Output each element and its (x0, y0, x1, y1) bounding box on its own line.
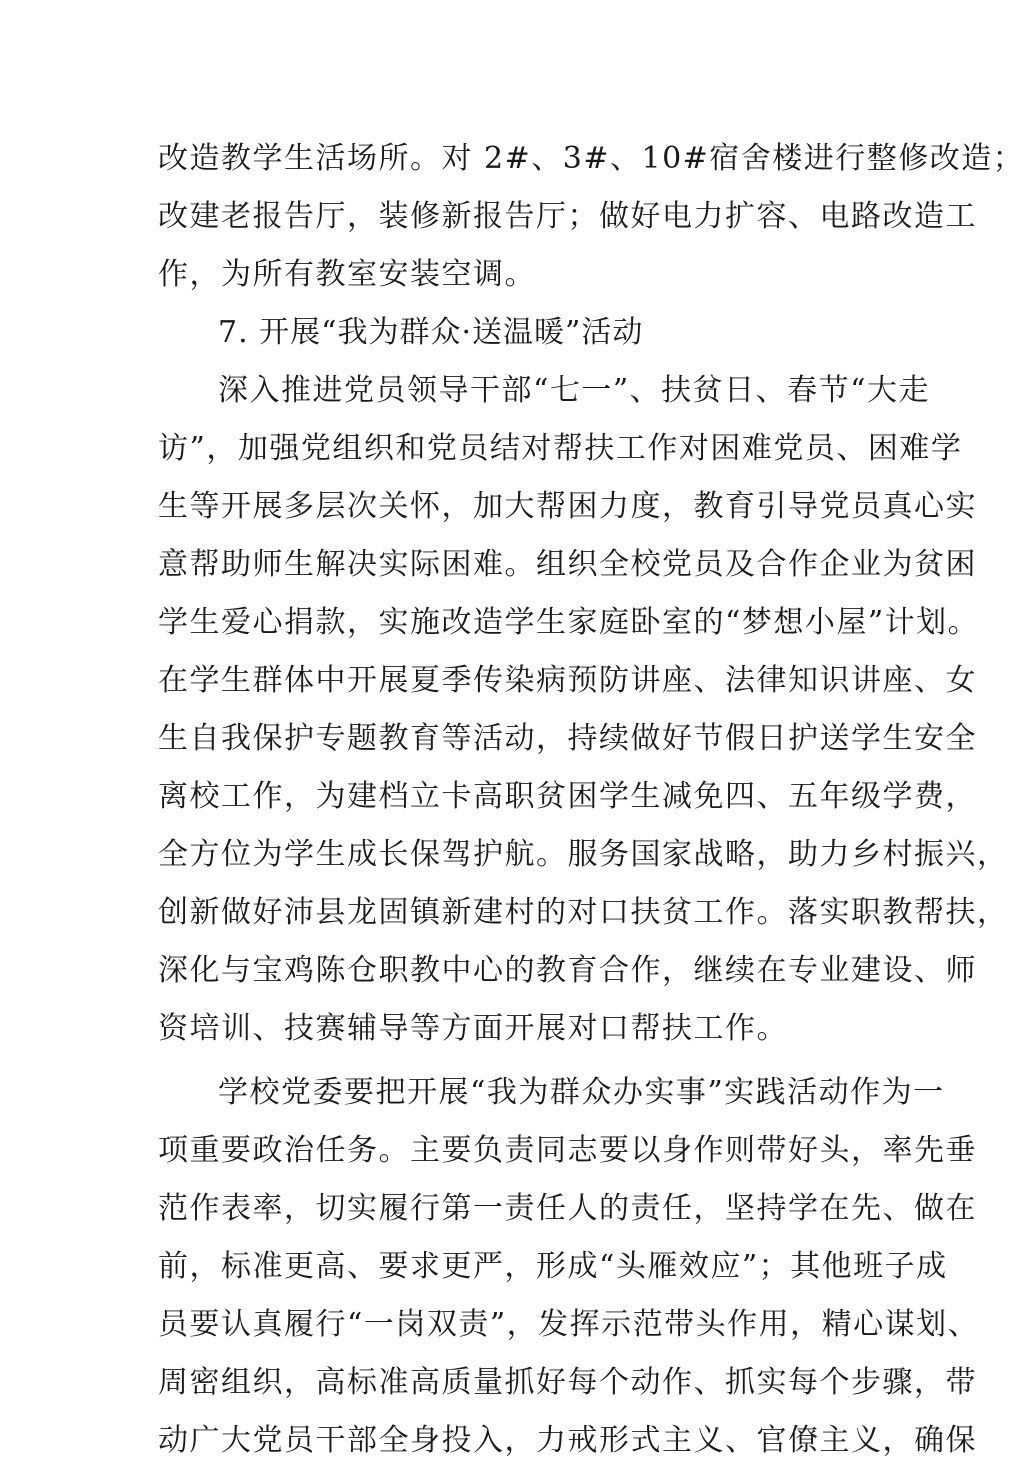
paragraph-warmth-activity (158, 362, 1009, 1058)
text-line: 深入推进党员领导干部“七一”、扶贫日、春节“大走 (218, 373, 931, 408)
text-line: 周密组织，高标准高质量抓好每个动作、抓实每个步骤，带 (158, 1365, 977, 1400)
text-line: 意帮助师生解决实际困难。组织全校党员及合作企业为贫困 (158, 547, 977, 582)
text-line: 改造教学生活场所。对 2#、3#、10#宿舍楼进行整修改造； (158, 141, 1024, 176)
text-line: 全方位为学生成长保驾护航。服务国家战略，助力乡村振兴， (158, 837, 1009, 872)
text-line: 生等开展多层次关怀，加大帮困力度，教育引导党员真心实 (158, 489, 977, 524)
text-line: 深化与宝鸡陈仓职教中心的教育合作，继续在专业建设、师 (158, 953, 977, 988)
text-line: 员要认真履行“一岗双责”，发挥示范带头作用，精心谋划、 (158, 1307, 980, 1342)
text-line: 离校工作，为建档立卡高职贫困学生减免四、五年级学费， (158, 779, 977, 814)
text-line: 在学生群体中开展夏季传染病预防讲座、法律知识讲座、女 (158, 663, 977, 698)
text-line: 生自我保护专题教育等活动，持续做好节假日护送学生安全 (158, 721, 977, 756)
text-line: 项重要政治任务。主要负责同志要以身作则带好头，率先垂 (158, 1133, 977, 1168)
section-heading: 7. 开展“我为群众·送温暖”活动 (218, 315, 644, 350)
text-line: 访”，加强党组织和党员结对帮扶工作对困难党员、困难学 (158, 431, 963, 466)
text-line: 作，为所有教室安装空调。 (158, 257, 536, 292)
paragraph-continuation (158, 130, 1024, 304)
text-line: 学生爱心捐款，实施改造学生家庭卧室的“梦想小屋”计划。 (158, 605, 980, 640)
text-line: 改建老报告厅，装修新报告厅；做好电力扩容、电路改造工 (158, 199, 977, 234)
text-line: 学校党委要把开展“我为群众办实事”实践活动作为一 (218, 1075, 945, 1110)
text-line: 前，标准更高、要求更严，形成“头雁效应”；其他班子成 (158, 1249, 948, 1284)
text-line: 资培训、技赛辅导等方面开展对口帮扶工作。 (158, 1011, 788, 1046)
text-line: 范作表率，切实履行第一责任人的责任，坚持学在先、做在 (158, 1191, 977, 1226)
document-page (158, 130, 1024, 1470)
text-line: 创新做好沛县龙固镇新建村的对口扶贫工作。落实职教帮扶， (158, 895, 1009, 930)
paragraph-party-committee (158, 1064, 980, 1470)
text-line: 动广大党员干部全身投入，力戒形式主义、官僚主义，确保 (158, 1423, 977, 1458)
